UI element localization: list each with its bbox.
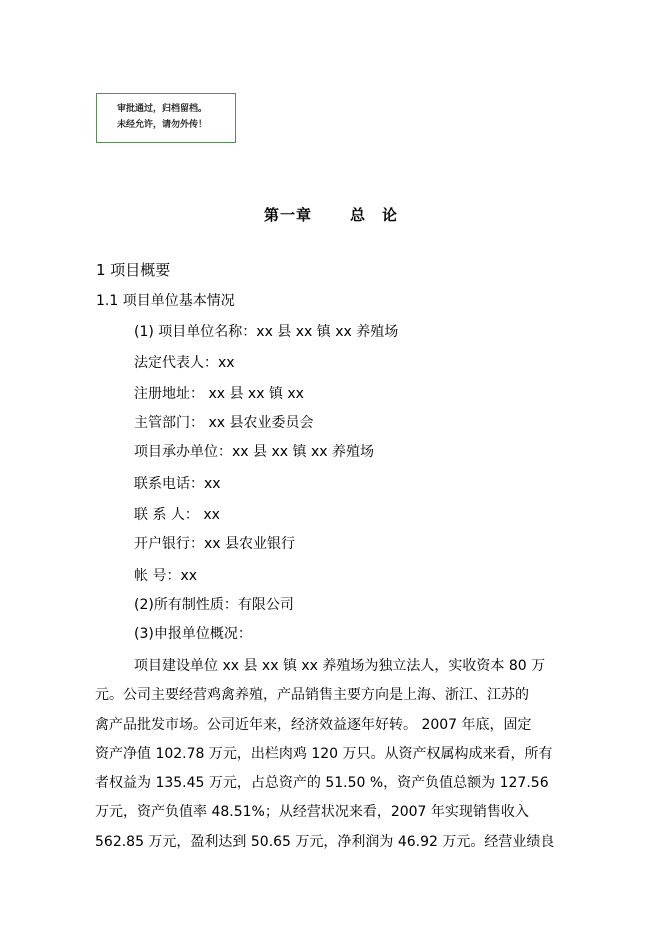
- chapter-number: 第一章: [263, 206, 312, 224]
- approval-notice-box: [96, 93, 236, 143]
- item-contact: 联 系 人： xx: [134, 507, 220, 523]
- item-overview-label: (3)申报单位概况：: [134, 626, 252, 642]
- item-address: 注册地址： xx 县 xx 镇 xx: [134, 386, 304, 402]
- paragraph-line: 者权益为 135.45 万元，占总资产的 51.50 %，资产负值总额为 127.56: [95, 775, 549, 792]
- notice-line-2: 未经允许，请勿外传！: [117, 120, 208, 130]
- notice-line-1: 审批通过，归档留档。: [117, 104, 208, 114]
- item-account: 帐 号：xx: [134, 568, 198, 584]
- chapter-heading: [0, 204, 662, 225]
- item-phone: 联系电话：xx: [134, 476, 221, 492]
- item-bank: 开户银行：xx 县农业银行: [134, 536, 296, 552]
- paragraph-line: 禽产品批发市场。公司近年来，经济效益逐年好转。 2007 年底，固定: [95, 716, 532, 733]
- section-heading-1: 1 项目概要: [96, 261, 171, 279]
- paragraph-line: 562.85 万元，盈利达到 50.65 万元，净利润为 46.92 万元。经营业绩良: [95, 833, 555, 850]
- item-legal-rep: 法定代表人：xx: [134, 355, 235, 371]
- item-ownership: (2)所有制性质：有限公司: [134, 597, 294, 613]
- chapter-title: 总 论: [350, 206, 399, 224]
- item-undertaking-unit: 项目承办单位：xx 县 xx 镇 xx 养殖场: [134, 444, 374, 460]
- paragraph-line: 万元，资产负值率 48.51%；从经营状况来看，2007 年实现销售收入: [95, 804, 529, 821]
- paragraph-line: 项目建设单位 xx 县 xx 镇 xx 养殖场为独立法人，实收资本 80 万: [134, 658, 546, 674]
- paragraph-line: 资产净值 102.78 万元，出栏肉鸡 120 万只。从资产权属构成来看，所有: [95, 745, 553, 762]
- paragraph-line: 元。公司主要经营鸡禽养殖，产品销售主要方向是上海、浙江、江苏的: [95, 687, 529, 704]
- overview-paragraph: [95, 652, 570, 857]
- section-heading-1-1: 1.1 项目单位基本情况: [96, 293, 235, 309]
- item-unit-name: (1) 项目单位名称：xx 县 xx 镇 xx 养殖场: [134, 324, 399, 340]
- item-department: 主管部门： xx 县农业委员会: [134, 415, 314, 431]
